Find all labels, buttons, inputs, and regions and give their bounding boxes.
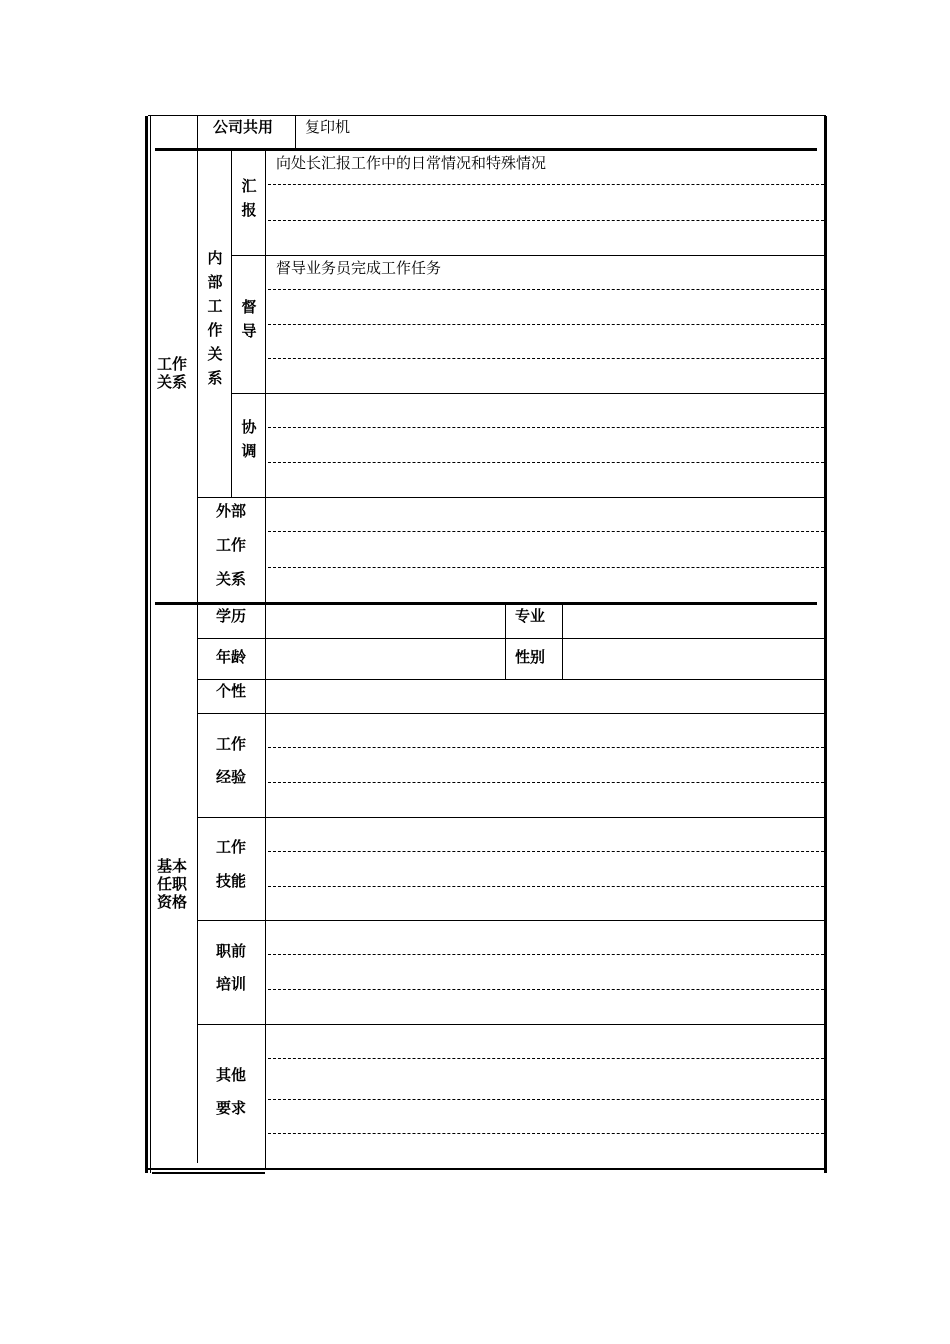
dash-line bbox=[268, 954, 824, 955]
section-divider bbox=[155, 602, 817, 605]
dash-line bbox=[268, 851, 824, 852]
col-line-qual bbox=[265, 605, 266, 1170]
col-line-a-bottom bbox=[197, 605, 198, 1163]
col-line-external bbox=[265, 497, 266, 603]
education-label: 学历 bbox=[216, 607, 247, 625]
dash-line bbox=[268, 324, 824, 325]
row-line-education bbox=[197, 638, 824, 639]
dash-line bbox=[268, 531, 824, 532]
dash-line bbox=[268, 747, 824, 748]
internal-relations-label: 内部工作关系 bbox=[207, 249, 223, 387]
major-label: 专业 bbox=[515, 607, 546, 625]
personality-label: 个性 bbox=[216, 682, 247, 700]
outer-left-border-inner bbox=[150, 116, 151, 1173]
dash-line bbox=[268, 782, 824, 783]
training-label-1: 职前 bbox=[216, 942, 247, 960]
coordinate-label: 协调 bbox=[241, 418, 257, 460]
skills-label-1: 工作 bbox=[216, 838, 247, 856]
age-label: 年龄 bbox=[216, 648, 247, 666]
row-line-skills bbox=[197, 920, 824, 921]
header-col-line-1 bbox=[197, 116, 198, 148]
qualifications-label: 基本任职资格 bbox=[156, 857, 187, 911]
experience-label-2: 经验 bbox=[216, 768, 247, 786]
experience-label-1: 工作 bbox=[216, 735, 247, 753]
supervise-label: 督导 bbox=[241, 298, 257, 340]
gender-label: 性别 bbox=[515, 648, 546, 666]
other-label-1: 其他 bbox=[216, 1066, 247, 1084]
dash-line bbox=[268, 462, 824, 463]
row-line-age bbox=[197, 679, 824, 680]
row-line-experience bbox=[197, 817, 824, 818]
col-line-major-value bbox=[562, 605, 563, 679]
col-line-internal bbox=[231, 151, 232, 497]
header-divider bbox=[155, 148, 817, 151]
row-line-personality bbox=[197, 713, 824, 714]
dash-line bbox=[268, 220, 824, 221]
external-label-3: 关系 bbox=[216, 570, 247, 588]
external-label-2: 工作 bbox=[216, 536, 247, 554]
skills-label-2: 技能 bbox=[216, 872, 247, 890]
dash-line bbox=[268, 886, 824, 887]
dash-line bbox=[268, 1133, 824, 1134]
dash-line bbox=[268, 567, 824, 568]
supervise-text[interactable]: 督导业务员完成工作任务 bbox=[276, 259, 442, 277]
work-relations-label: 工作关系 bbox=[156, 355, 187, 391]
training-label-2: 培训 bbox=[216, 975, 247, 993]
dash-line bbox=[268, 184, 824, 185]
top-border bbox=[148, 115, 826, 116]
header-label: 公司共用 bbox=[213, 118, 274, 136]
outer-left-border bbox=[145, 116, 148, 1173]
report-label: 汇报 bbox=[241, 177, 257, 219]
dash-line bbox=[268, 289, 824, 290]
dash-line bbox=[268, 427, 824, 428]
row-line-report bbox=[231, 255, 824, 256]
bottom-border bbox=[148, 1168, 827, 1170]
header-value[interactable]: 复印机 bbox=[305, 118, 351, 136]
dash-line bbox=[268, 1058, 824, 1059]
dash-line bbox=[268, 1099, 824, 1100]
dash-line bbox=[268, 358, 824, 359]
col-line-major-label bbox=[505, 605, 506, 679]
header-col-line-2 bbox=[295, 116, 296, 148]
dash-line bbox=[268, 989, 824, 990]
col-line-a-top bbox=[197, 151, 198, 603]
report-text[interactable]: 向处长汇报工作中的日常情况和特殊情况 bbox=[276, 154, 547, 172]
row-line-internal-end bbox=[197, 497, 824, 498]
external-label-1: 外部 bbox=[216, 502, 247, 520]
outer-right-border bbox=[824, 116, 827, 1173]
bottom-border-tail bbox=[152, 1172, 265, 1174]
row-line-training bbox=[197, 1024, 824, 1025]
other-label-2: 要求 bbox=[216, 1099, 247, 1117]
col-line-sub-label bbox=[265, 151, 266, 497]
row-line-supervise bbox=[231, 393, 824, 394]
